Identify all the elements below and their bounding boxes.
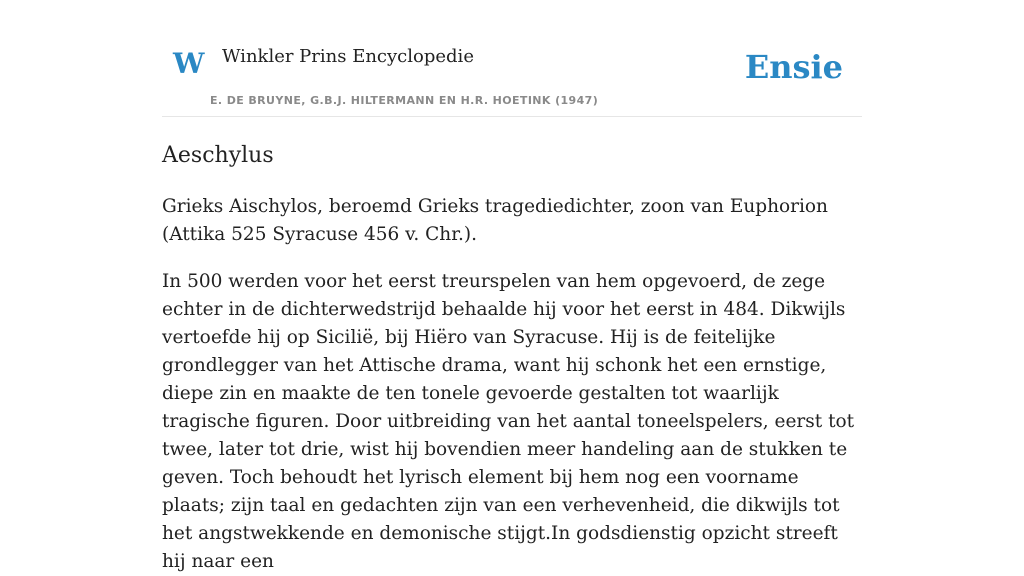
article-paragraph: In 500 werden voor het eerst treurspelen van hem opgevoerd, de zege echter in de dichterwedstrijd behaalde hij voor het eerst in 484. Dikwijls vertoefde hij op Sicilië, bij Hiëro van Syracuse. Hij is de feitelijke grondlegger van het Attische drama, want hij schonk het een ernstige, diepe zin en maakte de ten tonele gevoerde gestalten tot waarlijk tragische figuren. Door uitbreiding van het aantal toneelspelers, eerst tot twee, later tot drie, wist hij bovendien meer handeling aan de stukken te geven. Toch behoudt het lyrisch element bij hem nog een voorname plaats; zijn taal en gedachten zijn van een verhevenheid, die dikwijls tot het angstwekkende en demonische stijgt.In godsdienstig opzicht streeft hij naar een xyxy=(162,271,855,572)
source-authors: E. DE BRUYNE, G.B.J. HILTERMANN EN H.R. HOETINK (1947) xyxy=(210,94,599,107)
page xyxy=(162,0,862,576)
article-paragraph: Grieks Aischylos, beroemd Grieks tragediedichter, zoon van Euphorion (Attika 525 Syracuse 456 v. Chr.). xyxy=(162,196,828,245)
source-title[interactable]: Winkler Prins Encyclopedie xyxy=(222,46,474,67)
site-header xyxy=(162,0,862,117)
article-title: Aeschylus xyxy=(162,143,274,168)
winkler-prins-logo[interactable]: W xyxy=(173,47,205,80)
ensie-logo[interactable]: Ensie xyxy=(744,48,843,86)
